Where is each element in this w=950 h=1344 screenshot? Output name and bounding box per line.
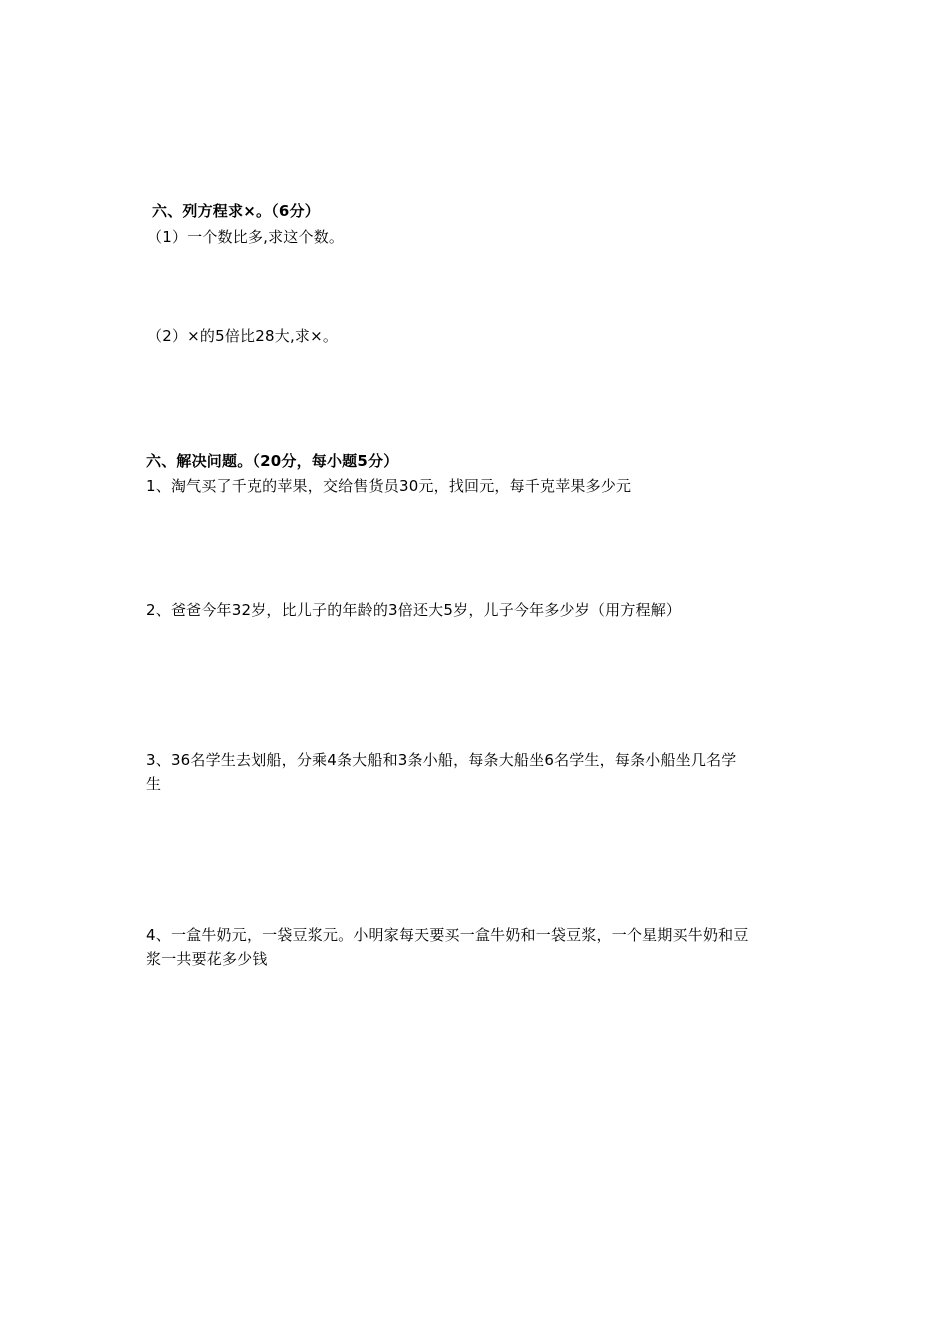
problem-4-line-2: 浆一共要花多少钱: [146, 950, 268, 968]
problem-2: 2、爸爸今年32岁，比儿子的年龄的3倍还大5岁，儿子今年多少岁（用方程解）: [146, 601, 682, 619]
problem-1: 1、淘气买了千克的苹果，交给售货员30元，找回元，每千克苹果多少元: [146, 477, 632, 495]
problem-3-line-2: 生: [146, 775, 162, 793]
equation-question-2: （2）×的5倍比28大,求×。: [147, 327, 339, 345]
problem-4-line-1: 4、一盒牛奶元，一袋豆浆元。小明家每天要买一盒牛奶和一袋豆浆，一个星期买牛奶和豆: [146, 926, 749, 944]
problem-3-line-1: 3、36名学生去划船，分乘4条大船和3条小船，每条大船坐6名学生，每条小船坐几名学: [146, 751, 737, 769]
equation-question-1: （1）一个数比多,求这个数。: [147, 228, 345, 246]
section-equations-heading: 六、列方程求×。（6分）: [152, 202, 320, 220]
section-problems-heading: 六、解决问题。（20分，每小题5分）: [146, 452, 399, 470]
